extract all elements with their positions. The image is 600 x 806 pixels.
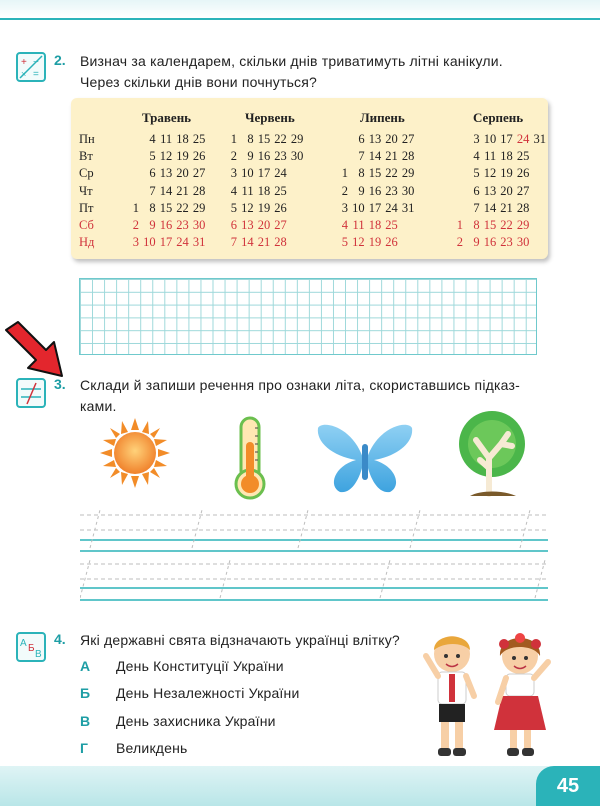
- calendar-date: 3: [230, 166, 237, 181]
- calendar-date: 16: [368, 183, 382, 198]
- task-2-line-1: Визнач за календарем, скільки днів триватимуть літні канікули.: [80, 53, 503, 69]
- calendar-date: 31: [401, 200, 415, 215]
- calendar-date: 24: [385, 200, 398, 215]
- calendar-date: 1: [456, 218, 463, 232]
- calendar-date: 14: [159, 183, 173, 198]
- abc-letter-v: В: [35, 649, 42, 660]
- calendar-date: 20: [257, 218, 271, 232]
- calendar-date: 2: [456, 235, 463, 250]
- calendar-date: 30: [192, 218, 206, 232]
- calendar-date: 28: [401, 149, 415, 164]
- calendar-date: 24: [176, 235, 189, 250]
- tree-icon: [456, 410, 528, 502]
- calendar-date: 7: [473, 200, 480, 215]
- calendar-weekday: Сб: [79, 218, 94, 232]
- svg-text:=: =: [33, 69, 39, 80]
- option-b-text[interactable]: День Незалежності України: [116, 685, 300, 701]
- calendar-date: 19: [500, 166, 513, 181]
- children-illustration: [418, 626, 558, 766]
- calendar-date: 27: [192, 166, 206, 181]
- calendar-date: 23: [500, 235, 513, 250]
- calendar-date: 4: [149, 132, 156, 146]
- calendar-date: 5: [341, 235, 348, 250]
- writing-lines[interactable]: [80, 508, 548, 608]
- abc-letter-b: Б: [28, 643, 35, 654]
- svg-text:−: −: [33, 57, 39, 68]
- calendar-date: 8: [149, 200, 156, 215]
- summer-calendar: [71, 98, 548, 259]
- calendar-weekday: Вт: [79, 149, 93, 164]
- calendar-date: 4: [230, 183, 237, 198]
- calendar-date: 29: [290, 132, 304, 146]
- calendar-date: 13: [241, 218, 254, 232]
- task-3-number: 3.: [54, 376, 66, 392]
- math-operations-icon: [16, 52, 46, 82]
- calendar-date: 9: [358, 183, 365, 198]
- calendar-date: 19: [176, 149, 189, 164]
- calendar-date: 8: [358, 166, 365, 181]
- calendar-date: 15: [159, 200, 173, 215]
- calendar-date: 11: [241, 183, 254, 198]
- calendar-date: 22: [176, 200, 189, 215]
- calendar-date: 14: [368, 149, 382, 164]
- option-g-letter[interactable]: Г: [80, 740, 88, 756]
- calendar-date: 20: [500, 183, 513, 198]
- calendar-date: 8: [473, 218, 480, 232]
- calendar-date: 1: [132, 200, 139, 215]
- calendar-date: 19: [257, 200, 271, 215]
- calendar-date: 4: [473, 149, 480, 164]
- calendar-date: 12: [352, 235, 365, 250]
- calendar-date: 9: [149, 218, 156, 232]
- calendar-date: 12: [483, 166, 497, 181]
- calendar-date: 22: [385, 166, 398, 181]
- calendar-date: 10: [352, 200, 365, 215]
- calendar-date: 20: [176, 166, 189, 181]
- calendar-date: 1: [230, 132, 237, 146]
- calendar-date: 25: [192, 132, 206, 146]
- calendar-date: 8: [247, 132, 254, 146]
- calendar-date: 2: [230, 149, 237, 164]
- option-a-text[interactable]: День Конституції України: [116, 658, 284, 674]
- calendar-date: 4: [341, 218, 348, 232]
- calendar-date: 26: [516, 166, 530, 181]
- calendar-month-title: Травень: [142, 110, 192, 125]
- butterfly-icon: [316, 420, 414, 494]
- calendar-date: 3: [132, 235, 139, 250]
- calendar-date: 6: [473, 183, 480, 198]
- calendar-date: 21: [385, 149, 398, 164]
- calendar-date: 18: [500, 149, 513, 164]
- calendar-date: 18: [176, 132, 189, 146]
- option-v-text[interactable]: День захисника України: [116, 713, 276, 729]
- calendar-date: 12: [159, 149, 173, 164]
- calendar-date: 7: [358, 149, 365, 164]
- calendar-date: 20: [385, 132, 398, 146]
- calendar-date: 30: [290, 149, 304, 164]
- calendar-date: 7: [149, 183, 156, 198]
- task-3-line-2: ками.: [80, 398, 117, 414]
- calendar-weekday: Пт: [79, 200, 94, 215]
- calendar-date: 28: [516, 200, 530, 215]
- calendar-date: 29: [401, 166, 415, 181]
- calendar-date: 25: [516, 149, 530, 164]
- calendar-month-title: Серпень: [473, 110, 524, 125]
- calendar-date: 16: [257, 149, 271, 164]
- calendar-weekday: Ср: [79, 166, 94, 181]
- calendar-date: 23: [385, 183, 398, 198]
- calendar-date: 22: [274, 132, 287, 146]
- calendar-date: 15: [483, 218, 497, 232]
- calendar-date: 21: [176, 183, 189, 198]
- calendar-date: 16: [483, 235, 497, 250]
- calendar-date: 27: [274, 218, 287, 232]
- calendar-date: 10: [143, 235, 156, 250]
- calendar-date: 28: [274, 235, 287, 250]
- calendar-date: 10: [241, 166, 254, 181]
- calendar-date: 25: [385, 218, 398, 232]
- calendar-date: 25: [274, 183, 287, 198]
- calendar-date: 14: [241, 235, 254, 250]
- calendar-date: 17: [368, 200, 382, 215]
- option-a-letter[interactable]: А: [80, 658, 91, 674]
- calendar-date: 9: [473, 235, 480, 250]
- task-2-number: 2.: [54, 52, 66, 68]
- calendar-date: 27: [401, 132, 415, 146]
- calendar-date: 3: [341, 200, 348, 215]
- calendar-date: 1: [341, 166, 348, 181]
- calendar-date: 18: [257, 183, 271, 198]
- thermometer-icon: [228, 416, 272, 500]
- summer-hint-pictures: [0, 416, 600, 506]
- calendar-date: 5: [473, 166, 480, 181]
- calendar-date: 23: [176, 218, 189, 232]
- calendar-date: 10: [483, 132, 497, 146]
- calendar-date: 9: [247, 149, 254, 164]
- calendar-date: 5: [149, 149, 156, 164]
- calendar-date: 22: [500, 218, 513, 232]
- calendar-date: 26: [274, 200, 287, 215]
- svg-text:×: ×: [21, 69, 27, 79]
- calendar-date: 17: [500, 132, 513, 146]
- red-pointer-arrow-icon: [2, 320, 72, 380]
- calendar-date: 24: [516, 132, 530, 146]
- calendar-date: 7: [230, 235, 237, 250]
- task-4-question: Які державні свята відзначають українці влітку?: [80, 632, 400, 648]
- calendar-weekday: Нд: [79, 235, 95, 250]
- calendar-date: 31: [192, 235, 206, 250]
- option-g-text[interactable]: Великдень: [116, 740, 188, 756]
- calendar-date: 12: [241, 200, 254, 215]
- calendar-date: 2: [132, 218, 139, 232]
- calendar-date: 18: [368, 218, 382, 232]
- calendar-date: 13: [159, 166, 173, 181]
- calendar-date: 15: [257, 132, 271, 146]
- calendar-date: 26: [192, 149, 206, 164]
- task-4-number: 4.: [54, 631, 66, 647]
- task-2-line-2: Через скільки днів вони почнуться?: [80, 74, 318, 90]
- calendar-date: 29: [192, 200, 206, 215]
- calendar-date: 6: [230, 218, 237, 232]
- calendar-date: 21: [257, 235, 271, 250]
- calendar-date: 28: [192, 183, 206, 198]
- calendar-date: 11: [484, 149, 497, 164]
- abc-letter-a: А: [20, 638, 27, 649]
- calendar-weekday: Чт: [79, 183, 93, 198]
- option-v-letter[interactable]: В: [80, 713, 91, 729]
- calendar-date: 11: [352, 218, 365, 232]
- calendar-date: 11: [160, 132, 173, 146]
- calendar-date: 27: [516, 183, 530, 198]
- calendar-month-title: Червень: [245, 110, 295, 125]
- calendar-date: 14: [483, 200, 497, 215]
- calendar-date: 5: [230, 200, 237, 215]
- page-number: 45: [536, 766, 600, 806]
- calendar-date: 19: [368, 235, 382, 250]
- calendar-date: 13: [483, 183, 497, 198]
- option-b-letter[interactable]: Б: [80, 685, 91, 701]
- svg-text:+: +: [21, 57, 27, 68]
- calendar-date: 21: [500, 200, 513, 215]
- task-3-line-1: Склади й запиши речення про ознаки літа, скориставшись підказ-: [80, 377, 520, 393]
- calendar-date: 3: [473, 132, 480, 146]
- calendar-date: 15: [368, 166, 382, 181]
- footer-band: [0, 766, 600, 806]
- calendar-weekday: Пн: [79, 132, 95, 146]
- calendar-date: 2: [341, 183, 348, 198]
- calendar-date: 6: [149, 166, 156, 181]
- top-band: [0, 0, 600, 20]
- calendar-date: 17: [159, 235, 173, 250]
- sun-icon: [100, 418, 170, 488]
- abc-letters-icon: [16, 632, 46, 662]
- calendar-date: 26: [385, 235, 398, 250]
- calendar-date: 24: [274, 166, 287, 181]
- calendar-date: 13: [368, 132, 382, 146]
- answer-grid[interactable]: [79, 278, 537, 355]
- calendar-date: 31: [533, 132, 546, 146]
- calendar-date: 30: [401, 183, 415, 198]
- calendar-date: 23: [274, 149, 287, 164]
- calendar-date: 16: [159, 218, 173, 232]
- calendar-month-title: Липень: [360, 110, 405, 125]
- calendar-date: 29: [516, 218, 530, 232]
- calendar-date: 30: [516, 235, 530, 250]
- task-2-text: [80, 51, 550, 93]
- calendar-date: 17: [257, 166, 271, 181]
- calendar-date: 6: [358, 132, 365, 146]
- writing-lines-icon: [16, 378, 46, 408]
